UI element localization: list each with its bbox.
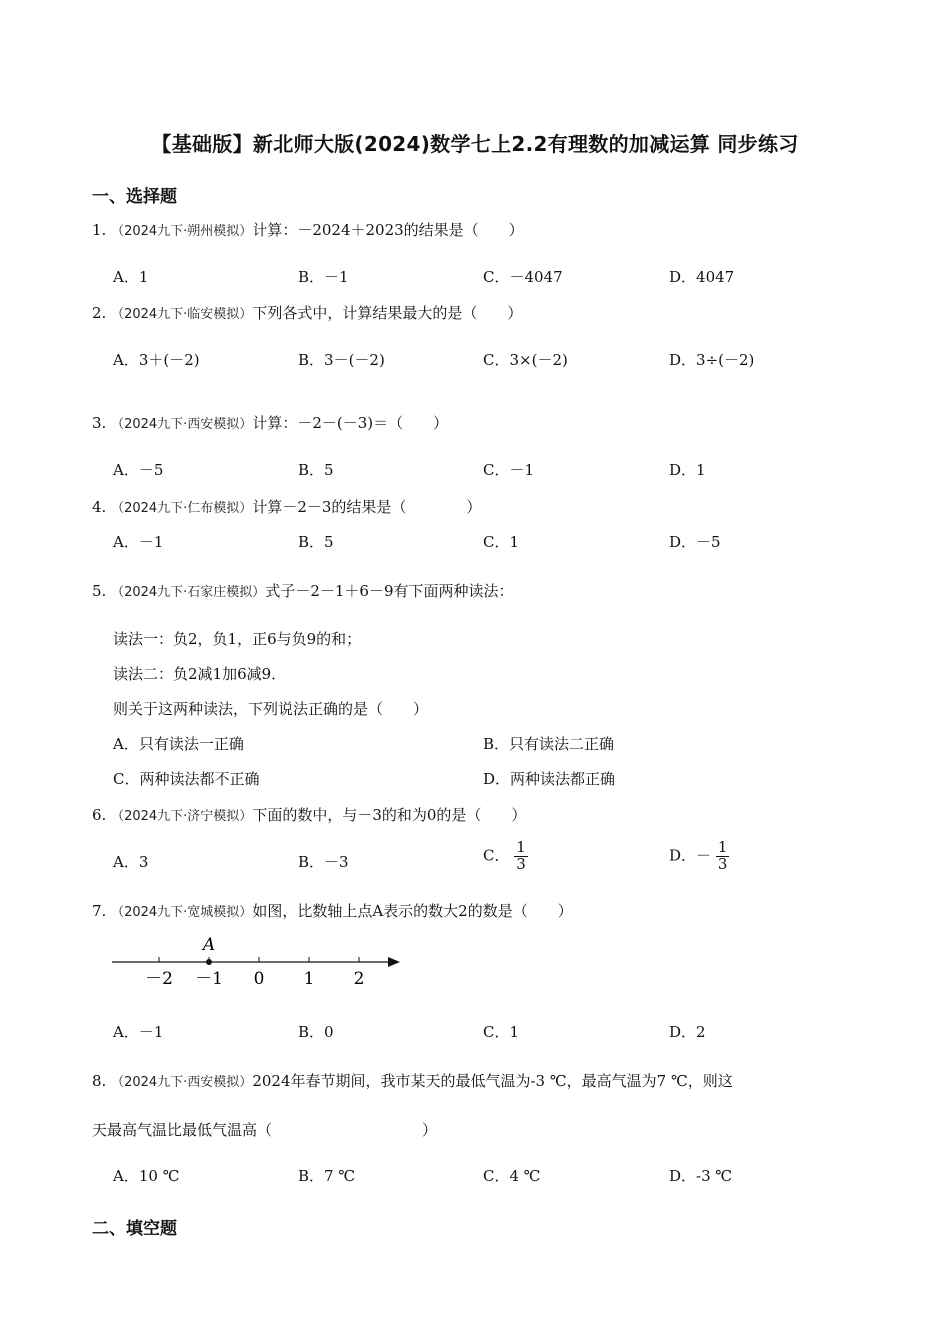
option-a: A．－1 [113,533,164,551]
question-source: （2024九下·朔州模拟） [111,224,253,239]
option-c: C．两种读法都不正确 [113,770,260,788]
axis-tick-label: 2 [353,969,365,989]
option-d: D．－5 [669,533,721,551]
question-5 [92,580,514,601]
question-text: 式子－2－1＋6－9有下面两种读法： [265,582,514,600]
reading-two: 读法二：负2减1加6减9． [113,665,287,683]
page-title: 【基础版】新北师大版(2024)数学七上2.2有理数的加减运算 同步练习 [151,132,799,156]
option-d: D．3÷(－2) [669,351,755,369]
question-text: 计算：－2－(－3)＝（ ） [252,414,449,432]
option-a: A．－1 [113,1023,164,1041]
question-text: 下面的数中，与－3的和为0的是（ ） [252,806,527,824]
option-c: C．－1 [483,461,535,479]
option-b: B．3－(－2) [298,351,385,369]
question-number: 4. [92,498,107,516]
option-b: B．7 ℃ [298,1167,356,1185]
section-heading-choice: 一、选择题 [92,187,177,207]
axis-tick-label: 1 [303,969,315,989]
question-text: 计算－2－3的结果是（ ） [252,498,482,516]
question-source: （2024九下·临安模拟） [111,307,253,322]
option-a: A．3 [113,853,149,871]
option-b: B．5 [298,461,334,479]
option-d [669,840,729,873]
point-a-marker [206,959,212,965]
option-c [483,840,528,873]
option-b: B．5 [298,533,334,551]
option-a: A．10 ℃ [113,1167,180,1185]
axis-arrow-icon [388,957,400,967]
option-a: A．3＋(－2) [113,351,200,369]
axis-tick-label: －1 [195,969,223,989]
number-line-figure [108,928,408,993]
axis-tick-label: －2 [145,969,173,989]
reading-one: 读法一：负2，负1，正6与负9的和； [113,630,362,648]
question-source: （2024九下·石家庄模拟） [111,585,266,600]
fraction [514,840,528,873]
question-4 [92,496,481,517]
fraction-numerator: 1 [516,838,526,856]
question-number: 7. [92,902,107,920]
option-c: C．－4047 [483,268,563,286]
option-d: D．两种读法都正确 [483,770,616,788]
axis-tick-label: 0 [253,969,265,989]
question-number: 1. [92,221,107,239]
question-1 [92,219,524,240]
question-source: （2024九下·济宁模拟） [111,809,253,824]
question-number: 2. [92,304,107,322]
question-prompt: 则关于这两种读法，下列说法正确的是（ ） [113,700,429,718]
question-8 [92,1070,733,1091]
option-c: C．1 [483,533,520,551]
question-source: （2024九下·西安模拟） [111,417,253,432]
option-c: C．4 ℃ [483,1167,541,1185]
option-b: B．－1 [298,268,349,286]
option-label: C． [483,846,510,865]
question-6 [92,804,526,825]
option-c: C．3×(－2) [483,351,568,369]
fraction-denominator: 3 [717,854,728,873]
option-a: A．1 [113,268,149,286]
option-d: D．-3 ℃ [669,1167,733,1185]
question-source: （2024九下·仁布模拟） [111,501,253,516]
option-a: A．只有读法一正确 [113,735,244,753]
question-text: 2024年春节期间，我市某天的最低气温为-3 ℃，最高气温为7 ℃，则这 [252,1072,733,1090]
fraction-numerator: 1 [717,838,728,856]
question-number: 8. [92,1072,107,1090]
option-b: B．只有读法二正确 [483,735,615,753]
question-3 [92,412,448,433]
option-label: D．－ [669,846,712,865]
question-number: 3. [92,414,107,432]
option-d: D．2 [669,1023,706,1041]
option-b: B．0 [298,1023,334,1041]
question-source: （2024九下·宽城模拟） [111,905,253,920]
question-text: 计算：－2024＋2023的结果是（ ） [252,221,524,239]
question-number: 5. [92,582,107,600]
option-a: A．－5 [113,461,164,479]
option-b: B．－3 [298,853,349,871]
fraction-denominator: 3 [516,854,526,873]
option-d: D．1 [669,461,706,479]
question-number: 6. [92,806,107,824]
question-text: 如图，比数轴上点A表示的数大2的数是（ ） [252,902,573,920]
question-7 [92,900,573,921]
point-a-label: A [202,935,216,955]
question-2 [92,302,522,323]
fraction [716,840,730,873]
question-text: 下列各式中，计算结果最大的是（ ） [252,304,523,322]
option-c: C．1 [483,1023,520,1041]
option-d: D．4047 [669,268,735,286]
question-source: （2024九下·西安模拟） [111,1075,253,1090]
section-heading-fill: 二、填空题 [92,1219,177,1239]
question-8-continued: 天最高气温比最低气温高（ ） [92,1121,438,1139]
